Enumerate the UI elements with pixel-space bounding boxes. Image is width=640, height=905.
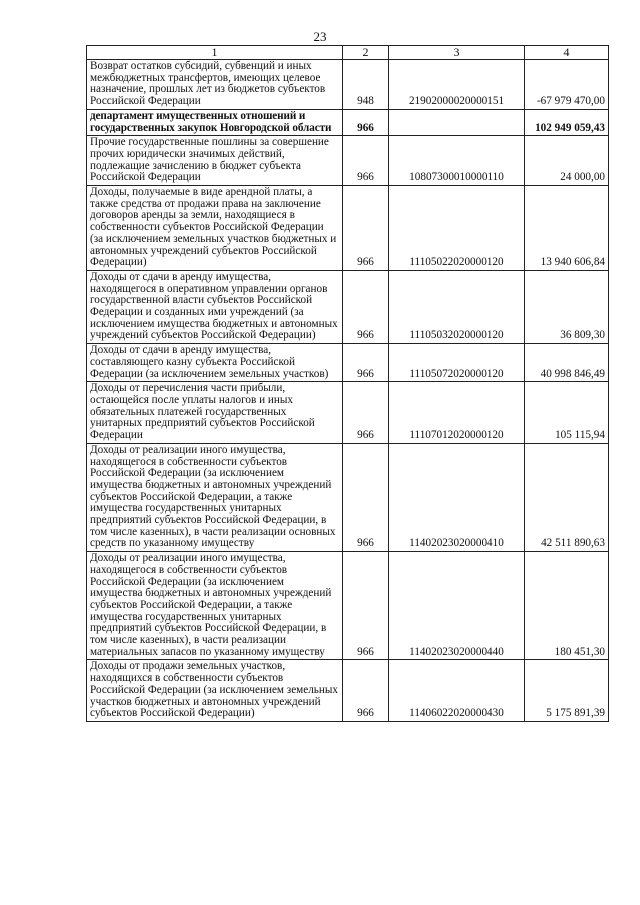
row-amount-cell: 24 000,00 <box>525 136 609 186</box>
row-budget-code-cell: 11105072020000120 <box>389 344 525 382</box>
page-number: 23 <box>313 29 327 44</box>
header-col-3: 3 <box>389 46 525 60</box>
header-col-4: 4 <box>525 46 609 60</box>
row-amount-cell: 36 809,30 <box>525 270 609 343</box>
row-name-cell: департамент имущественных отношений и государственных закупок Новгородской области <box>87 109 343 135</box>
header-col-1: 1 <box>87 46 343 60</box>
table-row <box>87 109 609 135</box>
table-row <box>87 60 609 110</box>
row-budget-code-cell: 11402023020000440 <box>389 552 525 660</box>
row-admin-code-cell: 966 <box>343 344 389 382</box>
table-row <box>87 660 609 722</box>
row-admin-code-cell: 966 <box>343 136 389 186</box>
table-row <box>87 136 609 186</box>
row-budget-code-cell: 11402023020000410 <box>389 443 525 551</box>
table-header-row <box>87 46 609 60</box>
row-name-cell: Прочие государственные пошлины за совершение прочих юридически значимых действий, подлежащие зачислению в бюджет субъекта Российской Федерации <box>87 136 343 186</box>
row-name-cell: Доходы от реализации иного имущества, находящегося в собственности субъектов Российской Федерации (за исключением имущества бюджетных и автономных учреждений субъектов Российской Федерации, а также имущества государственных унитарных предприятий субъектов Российской Федерации, в том числе казенных), в части реализации материальных запасов по указанному имуществу <box>87 552 343 660</box>
table-row <box>87 382 609 444</box>
row-name-cell: Доходы от сдачи в аренду имущества, находящегося в оперативном управлении органов государственной власти субъектов Российской Федерации и созданных ими учреждений (за исключением имущества бюджетных и автономных учреждений субъектов Российской Федерации) <box>87 270 343 343</box>
row-name-cell: Доходы от реализации иного имущества, находящегося в собственности субъектов Российской Федерации (за исключением имущества бюджетных и автономных учреждений субъектов Российской Федерации, а также имущества государственных унитарных предприятий субъектов Российской Федерации, в том числе казенных), в части реализации основных средств по указанному имуществу <box>87 443 343 551</box>
row-admin-code-cell: 966 <box>343 186 389 271</box>
row-name-cell: Доходы, получаемые в виде арендной платы, а также средства от продажи права на заключение договоров аренды за земли, находящиеся в собственности субъектов Российской Федерации (за исключением земельных участков бюджетных и автономных учреждений субъектов Российской Федерации) <box>87 186 343 271</box>
row-budget-code-cell: 11105032020000120 <box>389 270 525 343</box>
table-row <box>87 552 609 660</box>
revenue-table <box>86 45 609 722</box>
row-admin-code-cell: 966 <box>343 109 389 135</box>
row-budget-code-cell: 11107012020000120 <box>389 382 525 444</box>
row-budget-code-cell: 21902000020000151 <box>389 60 525 110</box>
row-name-cell: Доходы от перечисления части прибыли, остающейся после уплаты налогов и иных обязательных платежей государственных унитарных предприятий субъектов Российской Федерации <box>87 382 343 444</box>
row-amount-cell: 42 511 890,63 <box>525 443 609 551</box>
row-name-cell: Доходы от сдачи в аренду имущества, составляющего казну субъекта Российской Федерации (за исключением земельных участков) <box>87 344 343 382</box>
row-name-cell: Возврат остатков субсидий, субвенций и иных межбюджетных трансфертов, имеющих целевое назначение, прошлых лет из бюджетов субъектов Российской Федерации <box>87 60 343 110</box>
row-amount-cell: 5 175 891,39 <box>525 660 609 722</box>
header-col-2: 2 <box>343 46 389 60</box>
row-amount-cell: 102 949 059,43 <box>525 109 609 135</box>
row-amount-cell: 40 998 846,49 <box>525 344 609 382</box>
row-amount-cell: -67 979 470,00 <box>525 60 609 110</box>
row-budget-code-cell <box>389 109 525 135</box>
row-admin-code-cell: 966 <box>343 382 389 444</box>
row-amount-cell: 13 940 606,84 <box>525 186 609 271</box>
row-admin-code-cell: 966 <box>343 552 389 660</box>
table-row <box>87 443 609 551</box>
table-body <box>87 46 609 722</box>
row-admin-code-cell: 966 <box>343 443 389 551</box>
row-admin-code-cell: 966 <box>343 660 389 722</box>
table-row <box>87 186 609 271</box>
row-name-cell: Доходы от продажи земельных участков, находящихся в собственности субъектов Российской Федерации (за исключением земельных участков бюджетных и автономных учреждений субъектов Российской Федерации) <box>87 660 343 722</box>
row-amount-cell: 180 451,30 <box>525 552 609 660</box>
table-row <box>87 270 609 343</box>
table-row <box>87 344 609 382</box>
row-admin-code-cell: 966 <box>343 270 389 343</box>
row-budget-code-cell: 11105022020000120 <box>389 186 525 271</box>
row-budget-code-cell: 11406022020000430 <box>389 660 525 722</box>
row-admin-code-cell: 948 <box>343 60 389 110</box>
row-amount-cell: 105 115,94 <box>525 382 609 444</box>
row-budget-code-cell: 10807300010000110 <box>389 136 525 186</box>
